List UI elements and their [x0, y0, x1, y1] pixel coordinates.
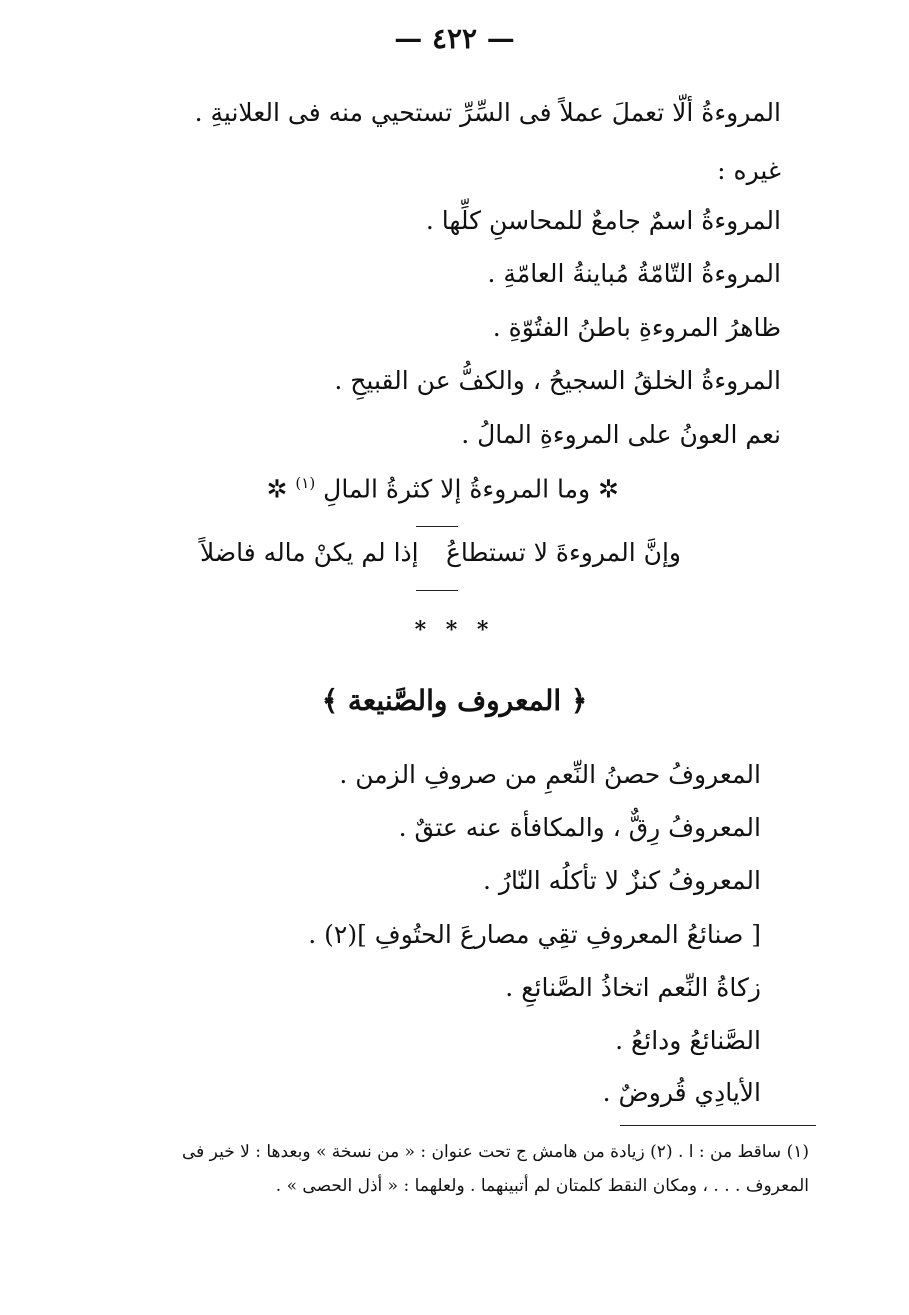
text-line: المروءةُ الخلقُ السجيحُ ، والكفُّ عن القبيحِ . [334, 366, 781, 395]
text-line: الأيادِي قُروضٌ . [602, 1078, 761, 1107]
footnote-divider [620, 1125, 816, 1126]
poem-star: ✲ [266, 474, 288, 504]
poem-line-1-text: ✲ وما المروءةُ إلا كثرةُ المالِ [323, 474, 619, 504]
text-line: المروءةُ ألّا تعملَ عملاً فى السِّرِّ تستحيي منه فى العلانيةِ . [194, 98, 781, 127]
poem-mark [416, 526, 458, 527]
poem-mark [416, 590, 458, 591]
section-separator: * * * [414, 617, 495, 643]
poem-line-2-right: وإنَّ المروءةَ لا تستطاعُ [445, 538, 681, 567]
text-line: المعروفُ حصنُ النِّعمِ من صروفِ الزمن . [339, 760, 761, 789]
text-line: المروءةُ اسمٌ جامعٌ للمحاسنِ كلِّها . [425, 206, 781, 235]
footnote-ref-1: (١) [295, 474, 316, 492]
poem-line-2-left: إذا لم يكنْ ماله فاضلاً [200, 538, 419, 567]
page-number: — ٤٢٢ — [394, 22, 515, 55]
text-line: نعم العونُ على المروءةِ المالُ . [461, 420, 781, 449]
footnote-line-1: (١) ساقط من : ا . (٢) زيادة من هامش ج تحت عنوان : « من نسخة » وبعدها : لا خير فى [181, 1142, 809, 1162]
text-line: غيره : [717, 156, 781, 185]
text-line: زكاةُ النِّعم اتخاذُ الصَّنائعِ . [505, 973, 761, 1002]
poem-line-1 [267, 474, 619, 503]
text-line: [ صنائعُ المعروفِ تقِي مصارعَ الحتُوفِ ](٢) . [308, 920, 761, 949]
text-line: المعروفُ كنزٌ لا تأكلُه النّارُ . [483, 866, 761, 895]
section-heading: ﴿ المعروف والصَّنيعة ﴾ [321, 684, 588, 717]
text-line: الصَّنائعُ ودائعُ . [615, 1026, 761, 1055]
text-line: ظاهرُ المروءةِ باطنُ الفتُوّةِ . [492, 313, 781, 342]
footnote-line-2: المعروف . . . ، ومكان النقط كلمتان لم أتبينهما . ولعلهما : « أذل الحصى » . [275, 1176, 809, 1196]
text-line: المروءةُ التّامّةُ مُباينةُ العامّةِ . [487, 259, 781, 288]
text-line: المعروفُ رِقٌّ ، والمكافأة عنه عتقٌ . [398, 813, 761, 842]
